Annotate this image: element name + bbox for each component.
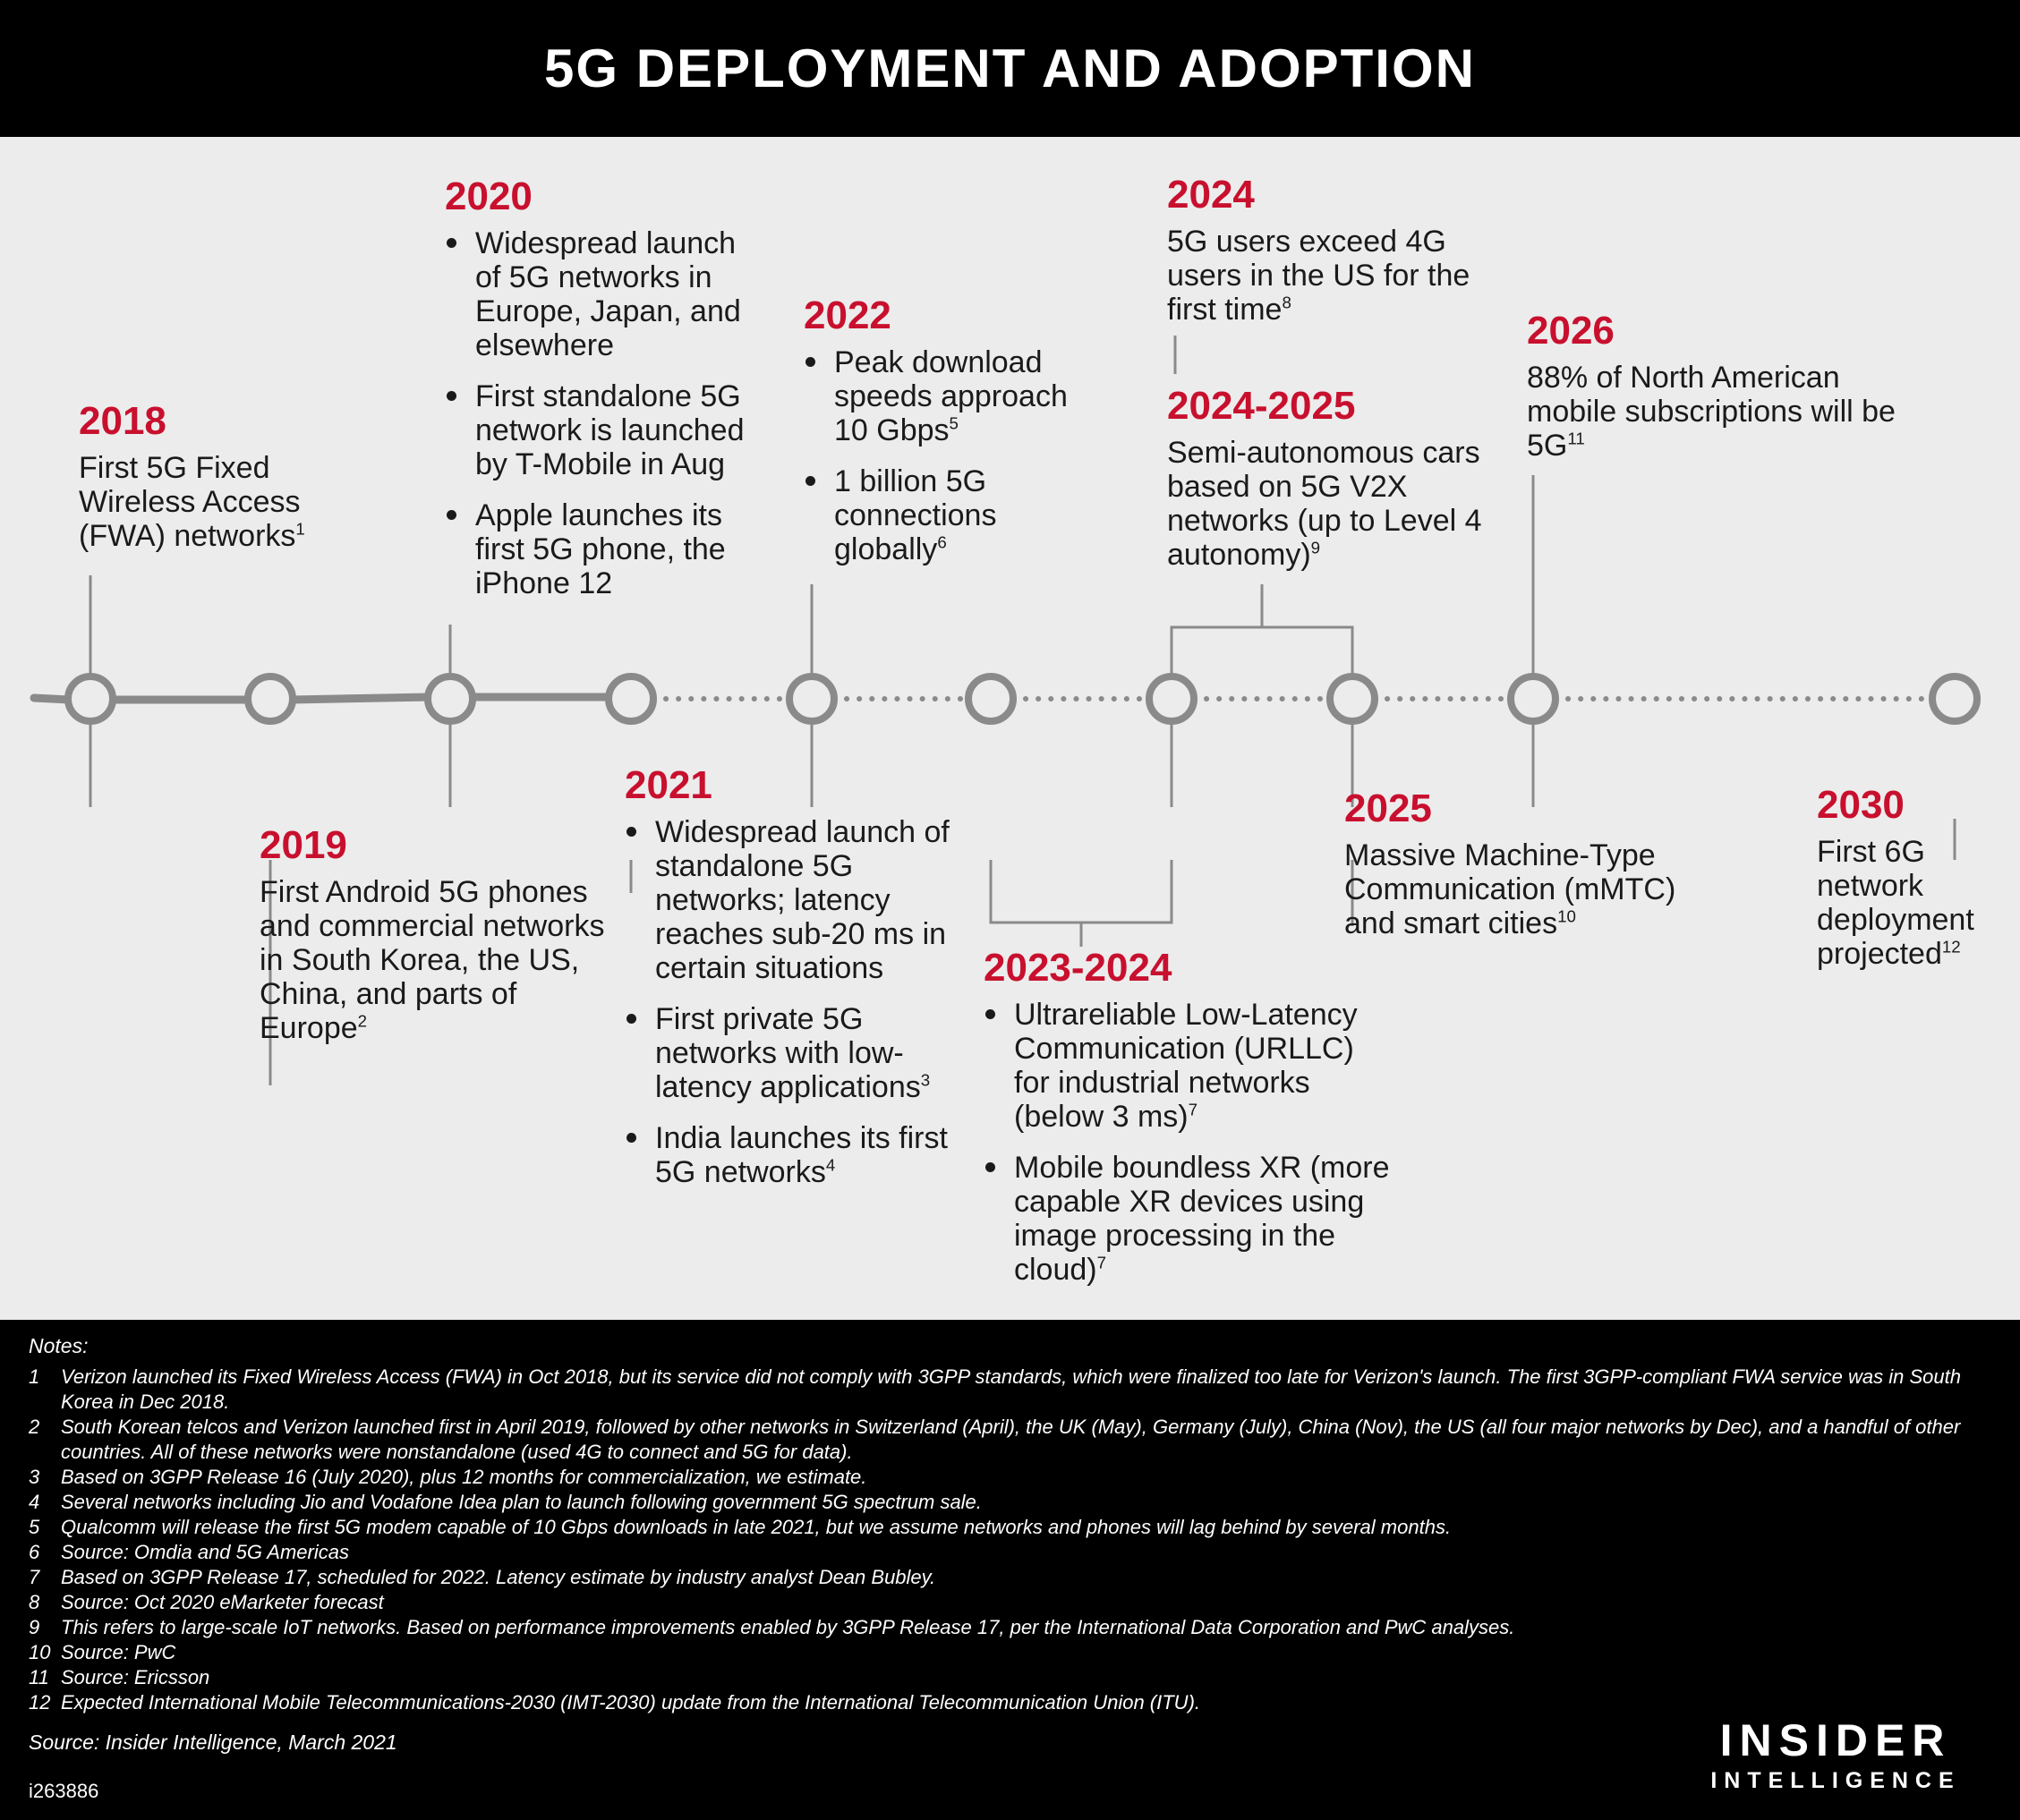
note-number: 7 — [29, 1566, 40, 1588]
event-2024-2025 — [1167, 384, 1507, 572]
footnote-ref: 3 — [920, 1070, 931, 1090]
note-text: Based on 3GPP Release 16 (July 2020), plus 12 months for commercialization, we estimate. — [61, 1466, 867, 1488]
note-number: 4 — [29, 1491, 40, 1513]
note-text: Based on 3GPP Release 17, scheduled for 2022. Latency estimate by industry analyst Dean Bubley. — [61, 1566, 936, 1588]
timeline-node-2021 — [609, 676, 653, 721]
event-year: 2024 — [1167, 173, 1255, 217]
brand-logo-top: INSIDER — [1719, 1715, 1952, 1765]
note-text: Qualcomm will release the first 5G modem capable of 10 Gbps downloads in late 2021, but we assume networks and phones will lag behind by several months. — [61, 1516, 1452, 1538]
event-year: 2023-2024 — [984, 946, 1172, 990]
page-title: 5G DEPLOYMENT AND ADOPTION — [544, 38, 1476, 98]
note-number: 11 — [29, 1666, 49, 1688]
timeline-past-segment — [291, 697, 430, 700]
footnote-ref: 2 — [357, 1011, 368, 1031]
event-2026 — [1527, 309, 1903, 463]
note-text: Source: Oct 2020 eMarketer forecast — [61, 1591, 384, 1613]
note-number: 5 — [29, 1516, 40, 1538]
event-2021 — [625, 763, 965, 1206]
list-item: 1 billion 5G connections globally$^6$ — [804, 464, 1099, 566]
event-year: 2022 — [804, 293, 891, 337]
note-text: Verizon launched its Fixed Wireless Access (FWA) in Oct 2018, but its service did not comply with 3GPP standards, which were finalized too late for Verizon's launch. The first 3GPP-compliant FWA service was in South Korea in Dec 2018. — [61, 1365, 1961, 1413]
note-number: 1 — [29, 1365, 40, 1388]
footnote-ref: 6 — [937, 532, 947, 552]
event-year: 2024-2025 — [1167, 384, 1356, 428]
footnote-ref: 11 — [1567, 429, 1585, 448]
event-2030 — [1817, 783, 2009, 971]
note-number: 8 — [29, 1591, 40, 1613]
list-item: Apple launches its first 5G phone, the iPhone 12 — [445, 498, 767, 600]
note-item — [29, 1565, 1962, 1590]
note-item — [29, 1665, 1962, 1690]
event-2022 — [804, 293, 1099, 583]
note-text: Expected International Mobile Telecommunications-2030 (IMT-2030) update from the International Telecommunication Union (ITU). — [61, 1691, 1201, 1714]
event-year: 2025 — [1344, 787, 1432, 830]
note-item — [29, 1515, 1962, 1540]
timeline-node-2020 — [428, 676, 473, 721]
timeline-node-2019 — [248, 676, 293, 721]
list-item: India launches its first 5G networks$^4$ — [625, 1121, 965, 1189]
note-text: South Korean telcos and Verizon launched first in April 2019, followed by other networks in Switzerland (April), the UK (May), Germany (July), China (Nov), the US (all four major networks by Dec), and a handful of other countries. All of these networks were nonstandalone (used 4G to connect and 5G for data). — [61, 1416, 1961, 1463]
note-item — [29, 1415, 1962, 1465]
event-year: 2030 — [1817, 783, 1905, 827]
connector-2024-2025 — [1172, 627, 1352, 807]
note-number: 3 — [29, 1466, 40, 1488]
notes-list — [29, 1365, 1962, 1715]
bullet-list — [804, 345, 1099, 566]
note-item — [29, 1490, 1962, 1515]
bullet-list — [984, 998, 1395, 1287]
event-description: First 6G network deployment projected$^{12}$ — [1817, 835, 1974, 971]
event-description: Massive Machine-Type Communication (mMTC) and smart cities$^{10}$ — [1344, 838, 1676, 940]
timeline-node-2026 — [1511, 676, 1555, 721]
header — [0, 0, 2020, 137]
note-number: 6 — [29, 1541, 40, 1563]
timeline-node-2018 — [68, 676, 113, 721]
note-number: 9 — [29, 1616, 40, 1638]
note-item — [29, 1365, 1962, 1415]
event-description: 5G users exceed 4G users in the US for the first time$^8$ — [1167, 225, 1470, 327]
bullet-list — [445, 226, 767, 600]
event-2018 — [79, 399, 338, 553]
note-number: 2 — [29, 1416, 40, 1438]
brand-logo — [1706, 1715, 1965, 1796]
footnote-ref: 9 — [1310, 538, 1321, 557]
footnote-ref: 1 — [295, 519, 305, 539]
footnote-ref: 4 — [825, 1155, 836, 1175]
note-item — [29, 1640, 1962, 1665]
list-item: Widespread launch of standalone 5G networks; latency reaches sub-20 ms in certain situations — [625, 815, 965, 985]
note-item — [29, 1690, 1962, 1715]
note-text: Source: PwC — [61, 1641, 176, 1663]
connector-2023-2024 — [991, 860, 1172, 923]
notes-title: Notes: — [29, 1334, 89, 1357]
event-year: 2021 — [625, 763, 712, 807]
event-year: 2019 — [260, 823, 347, 867]
event-year: 2018 — [79, 399, 166, 443]
notes-panel — [0, 1320, 2020, 1820]
event-description: First 5G Fixed Wireless Access (FWA) networks$^1$ — [79, 451, 305, 553]
note-item — [29, 1590, 1962, 1615]
footnote-ref: 8 — [1282, 293, 1291, 312]
list-item: Peak download speeds approach 10 Gbps$^5$ — [804, 345, 1099, 447]
note-text: Several networks including Jio and Vodafone Idea plan to launch following government 5G spectrum sale. — [61, 1491, 982, 1513]
list-item: First standalone 5G network is launched by T-Mobile in Aug — [445, 379, 767, 481]
timeline-node-2023 — [968, 676, 1013, 721]
event-description: First Android 5G phones and commercial networks in South Korea, the US, China, and parts of Europe$^2$ — [260, 875, 605, 1045]
list-item: Mobile boundless XR (more capable XR devices using image processing in the cloud)$^7$ — [984, 1151, 1395, 1287]
event-2024 — [1167, 173, 1489, 327]
timeline-node-2024 — [1149, 676, 1194, 721]
chart-id: i263886 — [29, 1780, 99, 1802]
note-text: Source: Omdia and 5G Americas — [61, 1541, 349, 1563]
note-item — [29, 1465, 1962, 1490]
event-year: 2020 — [445, 174, 533, 218]
footnote-ref: 12 — [1941, 937, 1961, 957]
event-2023-2024 — [984, 946, 1395, 1304]
list-item: Widespread launch of 5G networks in Europe, Japan, and elsewhere — [445, 226, 767, 362]
timeline-node-2022 — [789, 676, 834, 721]
event-2025 — [1344, 787, 1711, 940]
note-number: 10 — [29, 1641, 51, 1663]
event-2020 — [445, 174, 767, 617]
timeline-node-2030 — [1932, 676, 1977, 721]
footnote-ref: 7 — [1096, 1253, 1107, 1272]
note-text: Source: Ericsson — [61, 1666, 210, 1688]
note-text: This refers to large-scale IoT networks. Based on performance improvements enabled by 3GPP Release 17, per the International Data Corporation and PwC analyses. — [61, 1616, 1515, 1638]
footnote-ref: 10 — [1557, 906, 1576, 926]
source-line: Source: Insider Intelligence, March 2021 — [29, 1731, 397, 1754]
note-item — [29, 1615, 1962, 1640]
footnote-ref: 7 — [1188, 1100, 1198, 1119]
list-item: First private 5G networks with low-latency applications$^3$ — [625, 1002, 965, 1104]
note-item — [29, 1540, 1962, 1565]
bullet-list — [625, 815, 965, 1189]
note-number: 12 — [29, 1691, 51, 1714]
timeline-panel — [0, 137, 2020, 1320]
timeline-node-2025 — [1330, 676, 1375, 721]
brand-logo-bottom: INTELLIGENCE — [1710, 1768, 1961, 1793]
event-description: Semi-autonomous cars based on 5G V2X networks (up to Level 4 autonomy)$^9$ — [1167, 436, 1482, 572]
footnote-ref: 5 — [949, 413, 959, 433]
list-item: Ultrareliable Low-Latency Communication (URLLC) for industrial networks (below 3 ms)$^7$ — [984, 998, 1395, 1134]
event-description: 88% of North American mobile subscriptions will be $5G^{11}$ — [1527, 361, 1896, 463]
event-2019 — [260, 823, 618, 1045]
event-year: 2026 — [1527, 309, 1615, 353]
